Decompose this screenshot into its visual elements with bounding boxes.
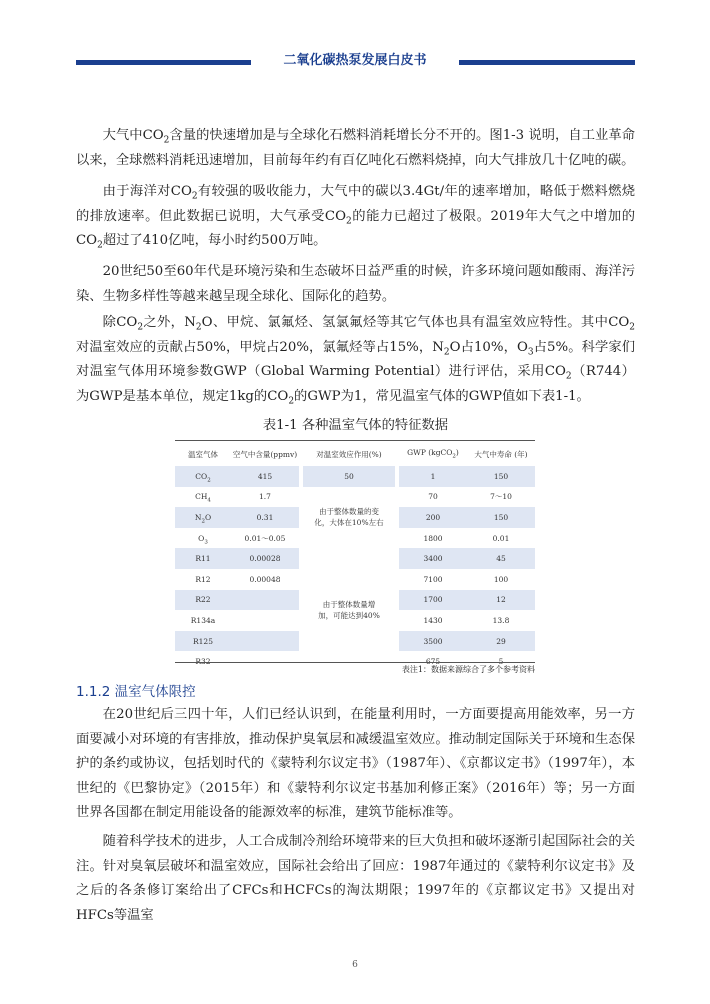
cell-life: 13.8	[492, 615, 510, 625]
paragraph-3: 20世纪50至60年代是环境污染和生态破坏日益严重的时候，许多环境问题如酸雨、海洋污染、生物多样性等越来越呈现全球化、国际化的趋势。	[76, 264, 635, 304]
header-effect: 对温室效应作用(%)	[316, 449, 382, 459]
table-header-row	[175, 442, 535, 466]
cell-gwp: 1800	[423, 533, 443, 543]
paragraph-2: 由于海洋对$CO_2$有较强的吸收能力，大气中的碳以3.4Gt/年的速率增加，略低于燃料燃烧的排放速率。但此数据已说明，大气承受$CO_2$的能力已超过了极限。2019年大气之中增加的$CO_2$超过了410亿吨，每小时约500万吨。	[76, 184, 635, 251]
table-caption: 表1-1 各种温室气体的特征数据	[262, 418, 449, 433]
cell-effect-group-1: 由于整体数量的变化，大体在10%左右	[303, 487, 395, 549]
header-rule-right	[459, 60, 635, 65]
table-row	[175, 548, 535, 569]
section-heading: 1.1.2 温室气体限控	[76, 684, 196, 700]
cell-gas: R125	[175, 631, 231, 652]
cell-gas: R11	[175, 548, 231, 569]
table-row	[175, 487, 535, 508]
header-gwp: GWP (kgCO$_2$)	[407, 448, 459, 460]
table-row	[175, 466, 535, 487]
cell-gwp: 7100	[423, 574, 443, 584]
table-bottom-rule	[175, 662, 535, 663]
cell-gas: $N_2O$	[175, 507, 231, 528]
cell-content: 1.7	[259, 492, 271, 502]
cell-content: 0.31	[231, 507, 299, 528]
cell-life: 45	[467, 548, 535, 569]
cell-effect: 50	[303, 466, 395, 487]
cell-life: 150	[467, 507, 535, 528]
cell-gwp: 1430	[423, 615, 443, 625]
cell-life: 150	[467, 466, 535, 487]
cell-gas: R12	[195, 574, 211, 584]
header-gas: 温室气体	[188, 449, 218, 459]
cell-gwp: 3400	[399, 548, 467, 569]
cell-content	[231, 631, 299, 652]
cell-gwp: 1	[399, 466, 467, 487]
cell-life: 29	[467, 631, 535, 652]
greenhouse-gas-table	[175, 442, 535, 672]
cell-life: 0.01	[492, 533, 510, 543]
cell-gas: R134a	[190, 615, 216, 625]
cell-life: 7～10	[490, 492, 512, 502]
page-header	[0, 0, 710, 80]
header-rule-left	[76, 60, 251, 65]
cell-gwp: 3500	[399, 631, 467, 652]
cell-gwp: 1700	[399, 590, 467, 611]
cell-gas: $CH_4$	[195, 492, 211, 504]
cell-content: 415	[231, 466, 299, 487]
paragraph-1: 大气中$CO_2$含量的快速增加是与全球化石燃料消耗增长分不开的。图1-3 说明，自工业革命以来，全球燃料消耗迅速增加，目前每年约有百亿吨化石燃料烧掉，向大气排放几十亿吨的碳。	[76, 128, 636, 168]
cell-life: 12	[467, 590, 535, 611]
cell-effect-group-2: 由于整体数量增加，可能达到40%	[303, 548, 395, 672]
paragraph-5: 在20世纪后三四十年，人们已经认识到，在能量利用时，一方面要提高用能效率，另一方面要减小对环境的有害排放，推动保护臭氧层和减缓温室效应。推动制定国际关于环境和生态保护的条约或协议，包括划时代的《蒙特利尔议定书》（1987年）、《京都议定书》（1997年），本世纪的《巴黎协定》（2015年）和《蒙特利尔议定书基加利修正案》（2016年）等；另一方面世界各国都在制定用能设备的能源效率的标准，建筑节能标准等。	[76, 707, 635, 820]
cell-content	[231, 610, 299, 631]
cell-content: 0.00048	[249, 574, 281, 584]
table-top-rule	[175, 440, 535, 441]
cell-life: 100	[493, 574, 509, 584]
paragraph-4: 除$CO_2$之外，$N_2O$、甲烷、氯氟烃、氢氯氟烃等其它气体也具有温室效应特性。其中$CO_2$对温室效应的贡献占50%，甲烷占20%，氯氟烃等占15%，$N_2O$占10%，$O_3$占5%。科学家们对温室气体用环境参数GWP（Global Warming Potential）进行评估，采用$CO_2(R744)$为GWP是基本单位，规定1kg的$CO_2$的GWP为1，常见温室气体的GWP值如下表1-1。	[76, 315, 636, 407]
cell-content	[231, 590, 299, 611]
paragraph-6: 随着科学技术的进步，人工合成制冷剂给环境带来的巨大负担和破坏逐渐引起国际社会的关注。针对臭氧层破坏和温室效应，国际社会给出了回应：1987年通过的《蒙特利尔议定书》及之后的各条修订案给出了CFCs和HCFCs的淘汰期限；1997年的《京都议定书》又提出对HFCs等温室	[76, 834, 635, 923]
cell-content: 0.00028	[231, 548, 299, 569]
header-title: 二氧化碳热泵发展白皮书	[283, 53, 427, 68]
cell-gwp: 200	[399, 507, 467, 528]
cell-gwp: 70	[428, 492, 438, 502]
cell-gas: $O_3$	[198, 533, 208, 546]
header-life: 大气中寿命 (年)	[474, 449, 528, 459]
cell-gas: $CO_2$	[175, 466, 231, 487]
cell-gas: R22	[175, 590, 231, 611]
cell-content: 0.01～0.05	[244, 533, 286, 543]
header-content: 空气中含量(ppmv)	[232, 449, 298, 459]
page-number: 6	[352, 960, 358, 970]
table-note: 表注1：数据来源综合了多个参考资料	[401, 665, 535, 674]
